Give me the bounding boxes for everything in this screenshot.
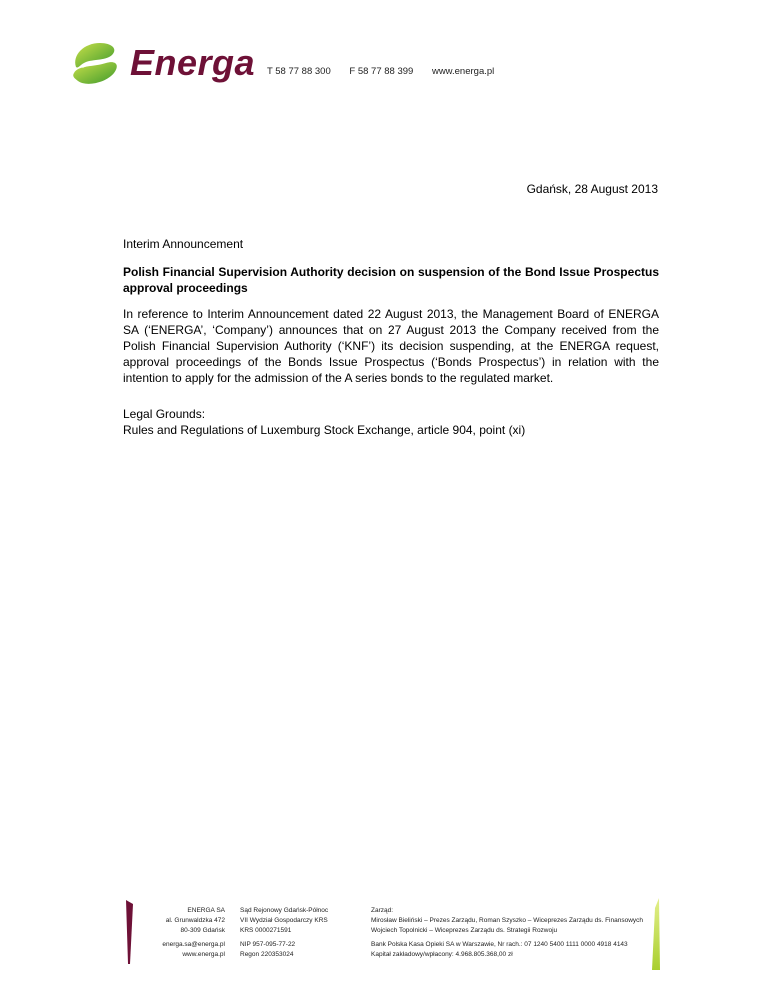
footer-company-address: ENERGA SA al. Grunwaldzka 472 80-309 Gdańsk: [165, 907, 225, 934]
fax-number: F 58 77 88 399: [349, 66, 414, 77]
legal-text: Rules and Regulations of Luxemburg Stock Exchange, article 904, point (xi): [123, 423, 526, 437]
footer-bank-details: Bank Polska Kasa Opieki SA w Warszawie, Nr rach.: 07 1240 5400 1111 0000 4918 4143 Kapitał zakładowy/wpłacony: 4.968.805.368,00 zł: [371, 941, 628, 958]
legal-heading: Legal Grounds:: [123, 407, 206, 421]
document-date: Gdańsk, 28 August 2013: [526, 182, 658, 196]
phone-number: T 58 77 88 300: [267, 66, 331, 77]
footer-management-board: Zarząd: Mirosław Bieliński – Prezes Zarządu, Roman Szyszko – Wiceprezes Zarządu ds. Finansowych Wojciech Topolnicki – Wiceprezes Zarządu ds. Strategii Rozwoju: [371, 907, 644, 934]
footer-tax-ids: NIP 957-095-77-22 Regon 220353024: [240, 941, 296, 958]
footer-email[interactable]: energa.sa@energa.pl: [162, 941, 225, 948]
header-contacts: [267, 66, 510, 77]
announcement-headline: Polish Financial Supervision Authority decision on suspension of the Bond Issue Prospectus approval proceedings: [123, 265, 659, 295]
announcement-type: Interim Announcement: [123, 237, 244, 251]
legal-grounds: [123, 406, 659, 438]
footer-accent-left-icon: [124, 900, 134, 964]
footer-court-registry: Sąd Rejonowy Gdańsk-Północ VII Wydział Gospodarczy KRS KRS 0000271591: [240, 907, 329, 934]
announcement-body: In reference to Interim Announcement dated 22 August 2013, the Management Board of ENERGA SA (‘ENERGA’, ‘Company’) announces that on 27 August 2013 the Company received from the Polish Financial Supervision Authority (‘KNF’) its decision suspending, at the ENERGA request, approval proceedings of the Bonds Issue Prospectus (‘Bonds Prospectus’) in relation with the intention to apply for the admission of the A series bonds to the regulated market.: [123, 307, 659, 385]
footer-accent-right-icon: [649, 898, 661, 970]
energa-logo-icon: [68, 37, 122, 89]
footer-company-contacts: [150, 940, 225, 960]
footer-website[interactable]: www.energa.pl: [182, 951, 225, 958]
website-link[interactable]: www.energa.pl: [431, 66, 495, 77]
company-logo-text: Energa: [130, 42, 256, 83]
